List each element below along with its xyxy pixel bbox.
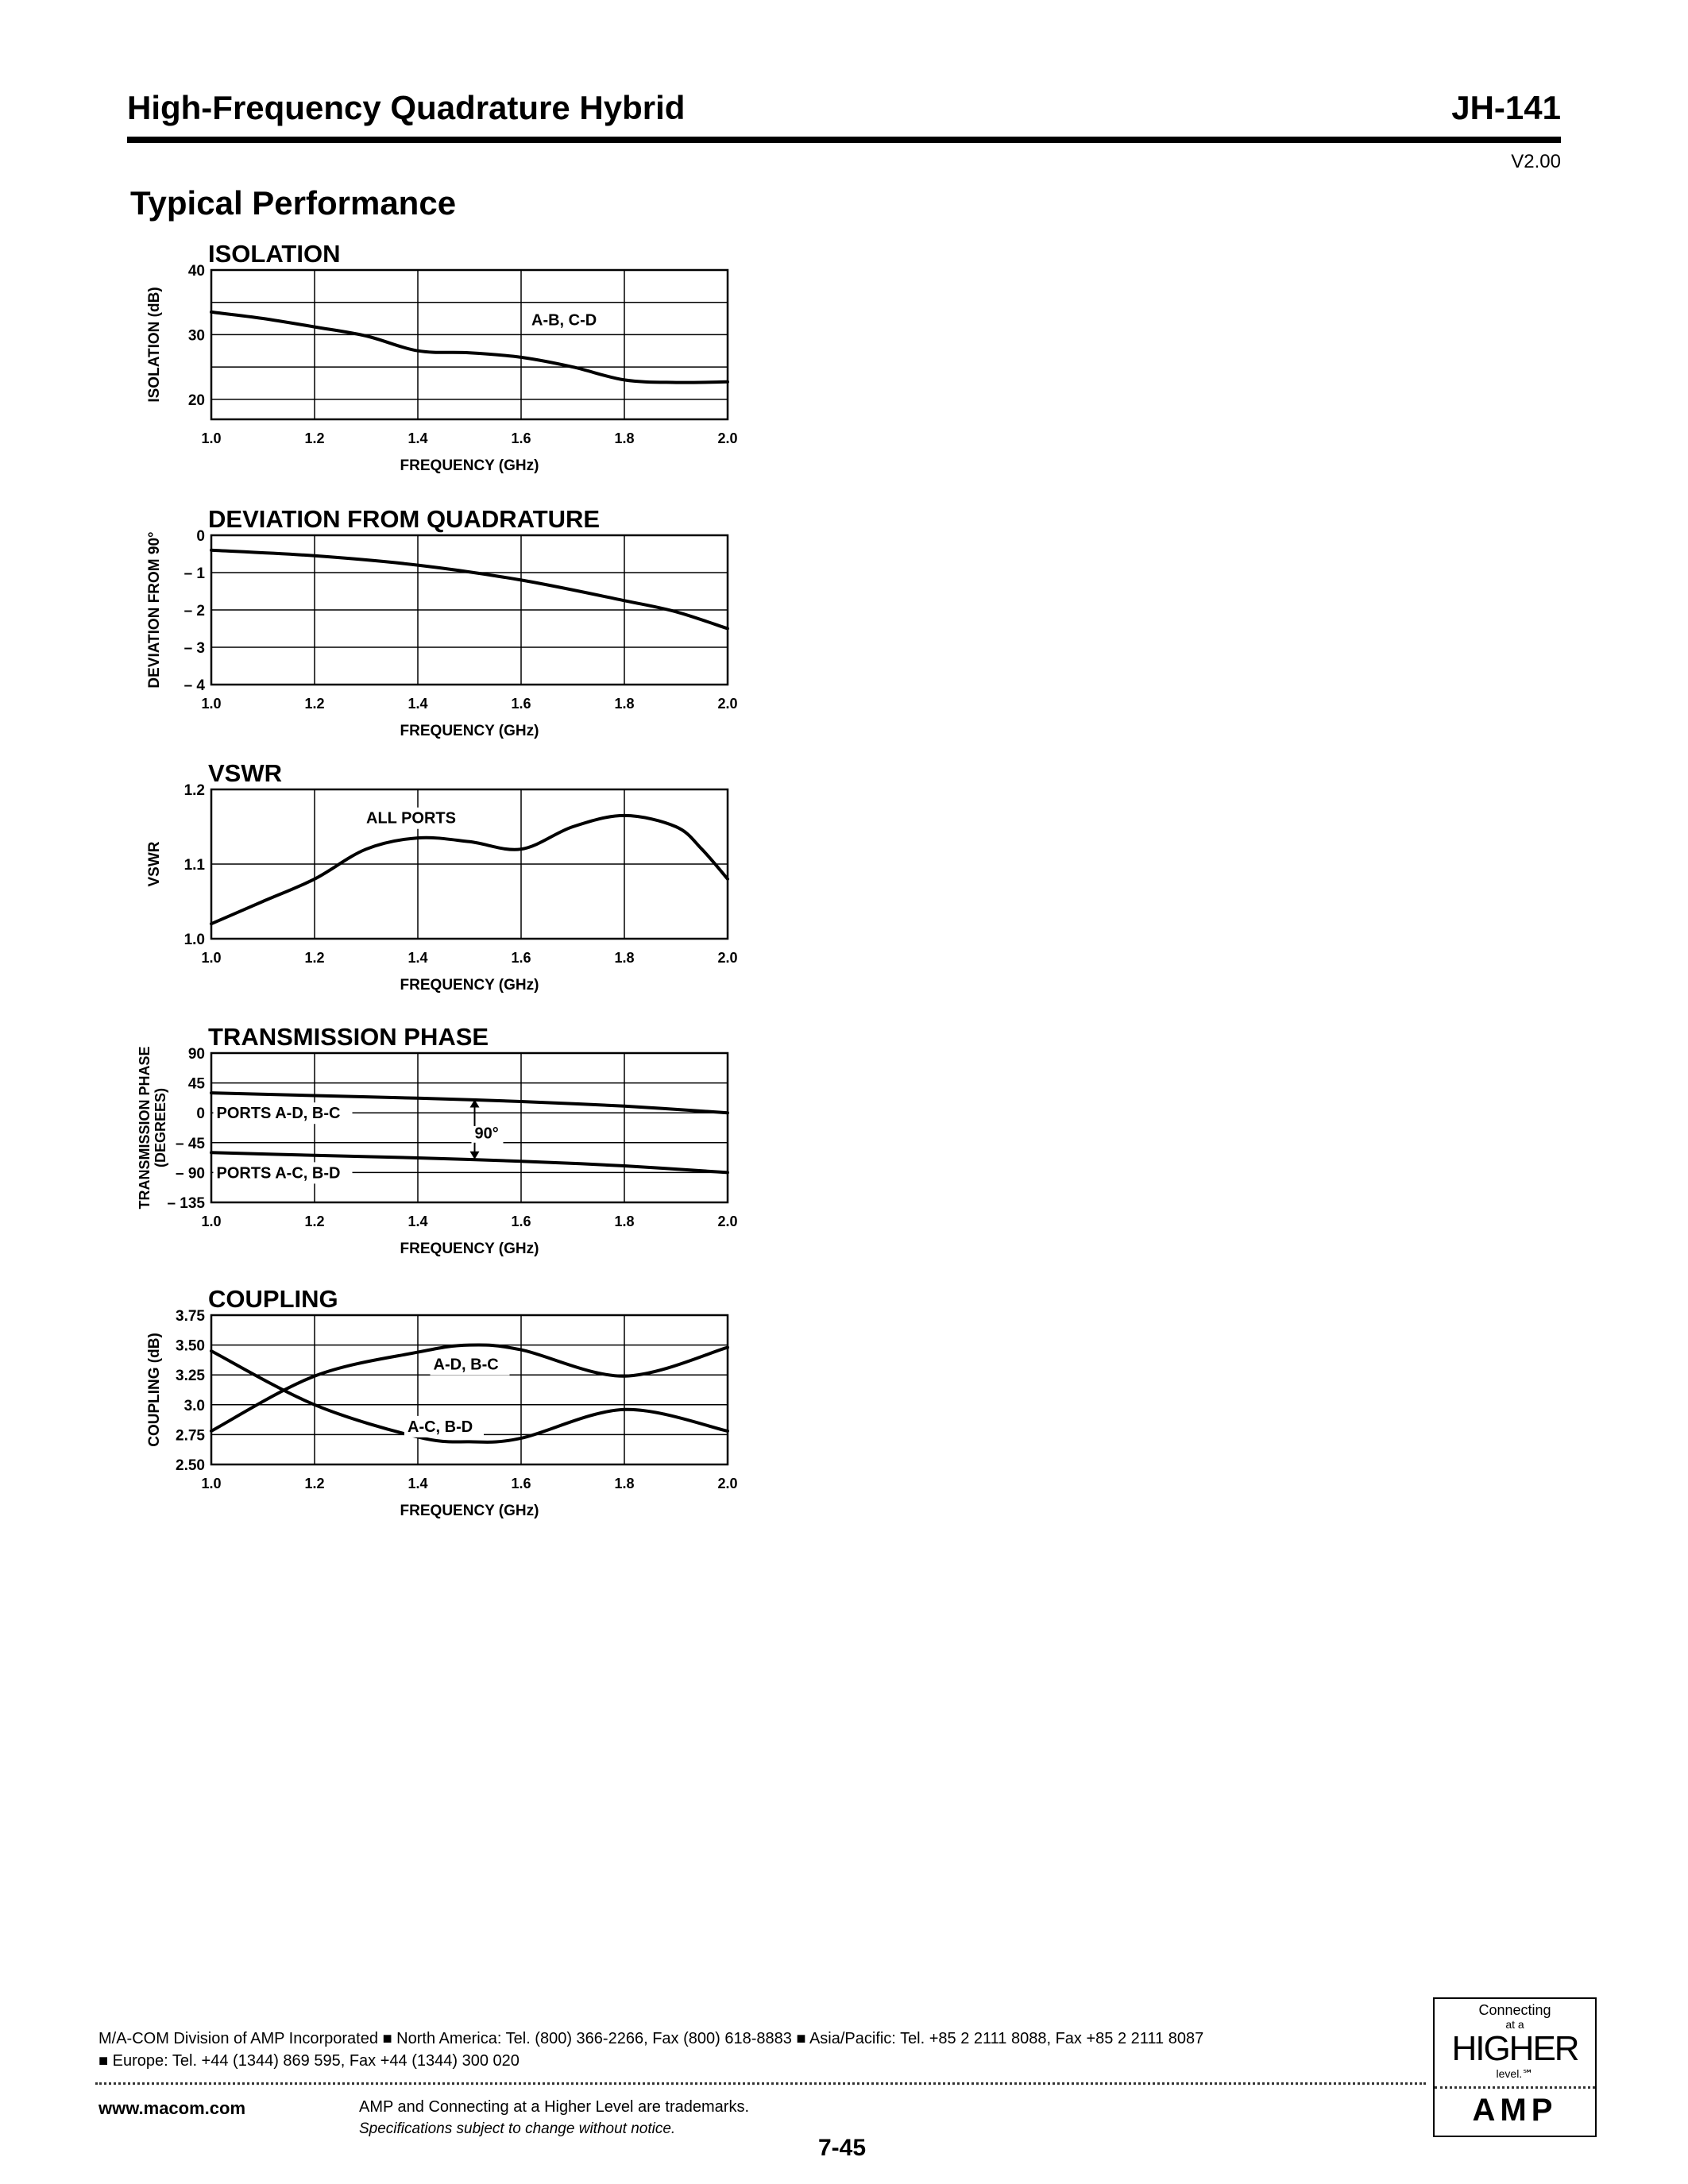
chart-title: TRANSMISSION PHASE <box>208 1023 489 1051</box>
trademark-note: AMP and Connecting at a Higher Level are trademarks. <box>359 2098 750 2116</box>
logo-connecting: Connecting <box>1478 2002 1551 2018</box>
y-tick-label: 2.50 <box>176 1457 205 1474</box>
amp-logo <box>1433 1997 1597 2137</box>
x-tick-label: 1.0 <box>201 1476 222 1491</box>
y-tick-label: 1.2 <box>183 782 205 799</box>
x-tick-label: 1.0 <box>201 950 222 966</box>
x-tick-label: 1.8 <box>614 1214 635 1229</box>
x-tick-label: 2.0 <box>717 1214 738 1229</box>
x-tick-label: 1.6 <box>511 696 531 712</box>
x-tick-label: 1.0 <box>201 696 222 712</box>
x-tick-label: 1.8 <box>614 1476 635 1491</box>
x-axis-label: FREQUENCY (GHz) <box>400 457 539 474</box>
y-axis-label: VSWR <box>146 841 163 887</box>
x-tick-label: 1.2 <box>304 950 325 966</box>
annotation-label: PORTS A-C, B-D <box>216 1164 341 1183</box>
y-tick-label: 3.25 <box>176 1368 205 1385</box>
y-tick-label: – 4 <box>183 677 205 694</box>
x-tick-label: 1.8 <box>614 950 635 966</box>
version-label: V2.00 <box>1511 151 1561 172</box>
x-tick-label: 1.8 <box>614 696 635 712</box>
y-tick-label: 3.75 <box>176 1308 205 1325</box>
y-tick-label: – 1 <box>183 565 205 582</box>
logo-higher: HIGHER <box>1451 2029 1578 2068</box>
y-axis-label: ISOLATION (dB) <box>146 287 163 403</box>
x-axis-label: FREQUENCY (GHz) <box>400 977 539 994</box>
x-axis-label: FREQUENCY (GHz) <box>400 1241 539 1257</box>
footer-contact-line-1: M/A-COM Division of AMP Incorporated ■ North America: Tel. (800) 366-2266, Fax (800) 618-8883 ■ Asia/Pacific: Tel. +85 2 2111 8088, Fax +85 2 2111 8087 <box>98 2030 1204 2047</box>
y-axis-label: TRANSMISSION PHASE <box>137 1046 153 1210</box>
y-tick-label: 3.50 <box>176 1337 205 1355</box>
x-tick-label: 1.4 <box>408 1214 428 1229</box>
x-tick-label: 1.6 <box>511 1214 531 1229</box>
deviation-chart <box>127 496 763 758</box>
y-tick-label: 1.1 <box>183 857 205 874</box>
logo-brand: AMP <box>1472 2093 1558 2128</box>
website-link[interactable]: www.macom.com <box>98 2098 246 2118</box>
part-number: JH-141 <box>1451 89 1561 126</box>
footer-divider <box>95 2082 1426 2085</box>
vswr-chart <box>127 750 763 1012</box>
x-tick-label: 1.6 <box>511 950 531 966</box>
y-tick-label: 40 <box>187 263 205 280</box>
x-tick-label: 2.0 <box>717 950 738 966</box>
x-axis-label: FREQUENCY (GHz) <box>400 1503 539 1519</box>
chart-title: COUPLING <box>208 1285 338 1313</box>
y-tick-label: – 135 <box>167 1195 205 1212</box>
annotation-label: A-C, B-D <box>408 1418 473 1436</box>
x-tick-label: 1.4 <box>408 1476 428 1491</box>
y-axis-label: COUPLING (dB) <box>146 1333 163 1447</box>
x-tick-label: 2.0 <box>717 430 738 446</box>
transmission-phase-chart <box>127 1013 763 1275</box>
x-tick-label: 1.6 <box>511 1476 531 1491</box>
x-tick-label: 1.6 <box>511 430 531 446</box>
annotation-label: 90° <box>474 1125 499 1143</box>
x-tick-label: 1.4 <box>408 950 428 966</box>
logo-at-a: at a <box>1505 2018 1524 2031</box>
logo-divider <box>1435 2086 1595 2089</box>
x-tick-label: 1.4 <box>408 696 428 712</box>
y-tick-label: 3.0 <box>183 1397 205 1414</box>
y-axis-label: DEVIATION FROM 90° <box>146 531 163 689</box>
annotation-label: A-D, B-C <box>433 1356 499 1374</box>
x-tick-label: 2.0 <box>717 696 738 712</box>
plot-frame <box>211 270 728 419</box>
y-tick-label: 2.75 <box>176 1427 205 1445</box>
x-tick-label: 1.2 <box>304 1214 325 1229</box>
y-tick-label: 30 <box>187 327 205 345</box>
header-rule <box>127 137 1561 143</box>
y-tick-label: 90 <box>187 1046 205 1063</box>
page-number: 7-45 <box>818 2135 867 2161</box>
y-tick-label: 20 <box>187 392 205 409</box>
document-title: High-Frequency Quadrature Hybrid <box>127 89 686 126</box>
y-tick-label: – 90 <box>176 1165 205 1183</box>
x-axis-label: FREQUENCY (GHz) <box>400 723 539 739</box>
x-tick-label: 2.0 <box>717 1476 738 1491</box>
isolation-chart <box>127 230 763 492</box>
logo-level: level.℠ <box>1496 2067 1534 2080</box>
specs-note: Specifications subject to change without notice. <box>359 2120 676 2137</box>
y-tick-label: 0 <box>196 1106 205 1123</box>
annotation-label: ALL PORTS <box>366 809 456 828</box>
chart-title: VSWR <box>208 759 282 787</box>
x-tick-label: 1.8 <box>614 430 635 446</box>
x-tick-label: 1.0 <box>201 430 222 446</box>
annotation-label: A-B, C-D <box>531 311 597 330</box>
x-tick-label: 1.2 <box>304 1476 325 1491</box>
series-line <box>211 816 728 924</box>
chart-title: DEVIATION FROM QUADRATURE <box>208 505 601 533</box>
x-tick-label: 1.4 <box>408 430 428 446</box>
series-line <box>211 550 728 629</box>
section-title: Typical Performance <box>130 184 457 222</box>
y-tick-label: 45 <box>187 1075 205 1093</box>
y-tick-label: – 3 <box>183 640 205 657</box>
y-axis-label-units: (DEGREES) <box>153 1087 168 1168</box>
chart-title: ISOLATION <box>208 240 341 268</box>
y-tick-label: 0 <box>196 528 205 545</box>
annotation-label: PORTS A-D, B-C <box>216 1105 341 1123</box>
y-tick-label: – 2 <box>183 603 205 619</box>
x-tick-label: 1.0 <box>201 1214 222 1229</box>
y-tick-label: – 45 <box>176 1135 205 1152</box>
footer-contact-line-2: ■ Europe: Tel. +44 (1344) 869 595, Fax +44 (1344) 300 020 <box>98 2052 520 2070</box>
coupling-chart <box>127 1275 763 1538</box>
x-tick-label: 1.2 <box>304 696 325 712</box>
y-tick-label: 1.0 <box>183 932 205 948</box>
x-tick-label: 1.2 <box>304 430 325 446</box>
series-line <box>211 312 728 383</box>
